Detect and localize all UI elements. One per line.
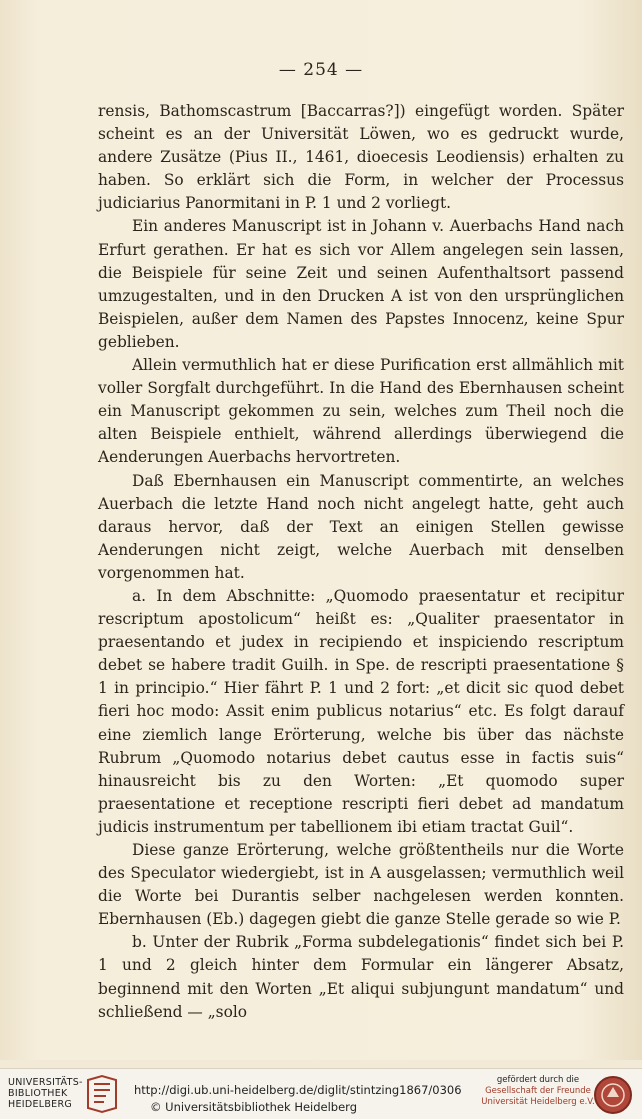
- paragraph-4: Daß Ebernhausen ein Manuscript commentirte, an welches Auerbach die letzte Hand noch nicht angelegt hatte, geht auch daraus hervor, daß der Text an einigen Stellen gewisse Aenderungen nicht zeigt, welche Auerbach mit denselben vorgenommen hat.: [98, 471, 624, 582]
- page-body: [98, 100, 624, 1024]
- footer-bar: [0, 1068, 642, 1119]
- copyright-notice: © Universitätsbibliothek Heidelberg: [150, 1100, 358, 1114]
- paragraph-2: Ein anderes Manuscript ist in Johann v. Auerbachs Hand nach Erfurt gerathen. Er hat es sich vor Allem angelegen sein lassen, die Beispiele für seine Zeit und seinen Aufenthaltsort passend umzugestalten, und in den Drucken A ist von den ursprünglichen Beispielen, außer dem Namen des Papstes Innocenz, keine Spur geblieben.: [98, 217, 624, 351]
- paragraph-5: a. In dem Abschnitte: „Quomodo praesentatur et recipitur rescriptum apostolicum“ heißt es: „Qualiter praesentator in praesentando et judex in recipiendo et inspiciendo rescriptum debet se habere tradit Guilh. in Spe. de rescripti praesentatione § 1 in principio.“ Hier fährt P. 1 und 2 fort: „et dicit sic quod debet fieri hoc modo: Assit enim publicus notarius“ etc. Es folgt darauf eine ziemlich lange Erörterung, welche bis über das nächste Rubrum „Quomodo notarius debet cautus esse in factis suis“ hinausreicht bis zu den Worten: „Et quomodo super praesentatione et receptione rescripti fieri debet ad mandatum judicis instrumentum per tabellionem ibi etiam tractat Guil“.: [98, 586, 624, 836]
- paragraph-7: b. Unter der Rubrik „Forma subdelegationis“ findet sich bei P. 1 und 2 gleich hinter dem Formular ein längerer Absatz, beginnend mit den Worten „Et aliqui subjungunt mandatum“ und schließend — „solo: [98, 933, 624, 1021]
- paragraph-6: Diese ganze Erörterung, welche größtentheils nur die Worte des Speculator wiedergiebt, ist in A ausgelassen; vermuthlich weil die Worte bei Durantis selber nachgelesen werden konnten. Ebernhausen (Eb.) dagegen giebt die ganze Stelle gerade so wie P.: [98, 841, 624, 929]
- university-seal-icon: [593, 1075, 633, 1115]
- page-number: — 254 —: [278, 60, 364, 80]
- paragraph-3: Allein vermuthlich hat er diese Purification erst allmählich mit voller Sorgfalt durchgeführt. In die Hand des Ebernhausen scheint ein Manuscript gekommen zu sein, welches zum Theil noch die alten Beispiele enthielt, während allerdings überwiegend die Aenderungen Auerbachs hervortreten.: [98, 356, 624, 467]
- library-logo-icon: [84, 1074, 120, 1114]
- paragraph-1: rensis, Bathomscastrum [Baccarras?]) eingefügt worden. Später scheint es an der Universität Löwen, wo es gedruckt wurde, andere Zusätze (Pius II., 1461, dioecesis Leodiensis) erhalten zu haben. So erklärt sich die Form, in welcher der Processus judiciarius Panormitani in P. 1 und 2 vorliegt.: [98, 102, 624, 213]
- sponsor-block: gefördert durch die Gesellschaft der Freunde Universität Heidelberg e.V.: [481, 1075, 595, 1107]
- library-name: UNIVERSITÄTS- BIBLIOTHEK HEIDELBERG: [8, 1077, 83, 1110]
- permalink-url[interactable]: http://digi.ub.uni-heidelberg.de/diglit/stintzing1867/0306: [134, 1083, 462, 1097]
